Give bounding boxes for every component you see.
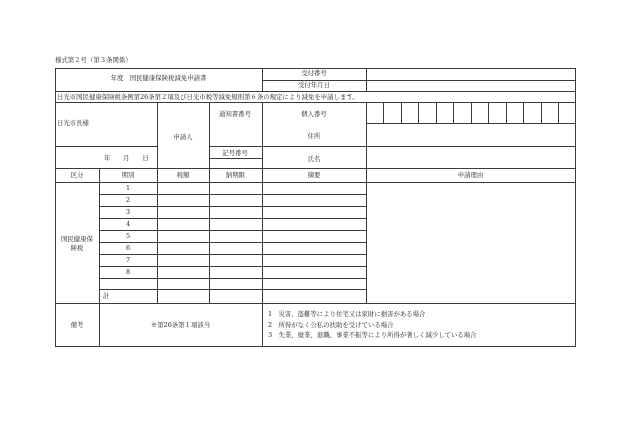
table-border-right (575, 68, 576, 346)
notice-number-label: 通知書番号 (219, 110, 251, 118)
address-label: 住所 (307, 132, 321, 140)
personal-number-box (558, 102, 559, 123)
period-6: 6 (125, 244, 131, 252)
table-row (99, 266, 366, 267)
period-8: 8 (125, 268, 131, 276)
symbol-number-label: 記号番号 (222, 149, 248, 157)
rule (55, 91, 575, 92)
rule (157, 102, 158, 168)
personal-number-box (506, 102, 507, 123)
rule (366, 123, 575, 124)
table-row (99, 194, 366, 195)
rule (99, 168, 100, 346)
table-border-left (55, 68, 56, 346)
category-label: 国民健康保険税 (61, 235, 93, 252)
personal-number-box (453, 102, 454, 123)
receipt-date-label: 受付年月日 (298, 81, 330, 89)
period-3: 3 (125, 208, 131, 216)
rule (209, 158, 262, 159)
reason-3: 3 失業、廃業、退職、事業不振等により所得が著しく減少している場合 (268, 331, 477, 339)
table-row (99, 289, 366, 290)
personal-number-box (383, 102, 384, 123)
form-number: 様式第２号（第３条関係） (55, 56, 132, 64)
header-period: 期別 (121, 171, 135, 179)
period-1: 1 (125, 184, 131, 192)
personal-number-box (401, 102, 402, 123)
rule (55, 146, 157, 147)
table-row (99, 218, 366, 219)
rule (262, 80, 575, 81)
personal-number-box (488, 102, 489, 123)
remarks-label: 備考 (70, 321, 84, 329)
rule (366, 168, 367, 303)
rule (209, 146, 575, 147)
personal-number-label: 個人番号 (301, 110, 327, 118)
declaration: 日光市国民健康保険税条例第26条第２項及び日光市税等減免規則第６条の規定により減免を申請します。 (57, 93, 359, 101)
receipt-number-label: 受付番号 (301, 69, 327, 77)
period-4: 4 (125, 220, 131, 228)
remarks-note: ※第26条第１項該当 (150, 321, 211, 329)
header-tax-amount: 税額 (176, 171, 190, 179)
header-due-date: 納期限 (225, 171, 246, 179)
rule (366, 68, 367, 91)
header-category: 区分 (70, 171, 84, 179)
rule (55, 168, 575, 169)
personal-number-box (436, 102, 437, 123)
rule (262, 68, 263, 91)
personal-number-box (541, 102, 542, 123)
table-row (99, 206, 366, 207)
rule (157, 168, 158, 303)
table-row (99, 242, 366, 243)
table-border-bottom (55, 346, 576, 347)
period-5: 5 (125, 232, 131, 240)
personal-number-box (418, 102, 419, 123)
rule (262, 102, 263, 346)
name-label: 氏名 (307, 155, 321, 163)
header-reason: 申請理由 (457, 171, 484, 179)
date-line: 年 月 日 (104, 154, 149, 162)
applicant-label: 申請人 (173, 133, 193, 141)
header-summary: 摘要 (307, 171, 321, 179)
rule (55, 102, 575, 103)
reason-1: 1 災害、盗難等により住宅又は家財に損害がある場合 (268, 310, 426, 318)
table-row (55, 303, 575, 304)
reason-2: 2 所得がなく公私の扶助を受けている場合 (268, 321, 394, 329)
personal-number-box (471, 102, 472, 123)
table-border-top (55, 68, 576, 69)
application-title: 年度 国民健康保険税減免申請書 (110, 74, 207, 82)
period-2: 2 (125, 196, 131, 204)
rule (209, 168, 210, 303)
table-row (99, 254, 366, 255)
addressee: 日光市長様 (57, 119, 89, 127)
personal-number-box (523, 102, 524, 123)
rule (55, 182, 575, 183)
table-row (99, 230, 366, 231)
table-row (99, 278, 366, 279)
total-label: 計 (103, 292, 110, 300)
period-7: 7 (125, 256, 131, 264)
